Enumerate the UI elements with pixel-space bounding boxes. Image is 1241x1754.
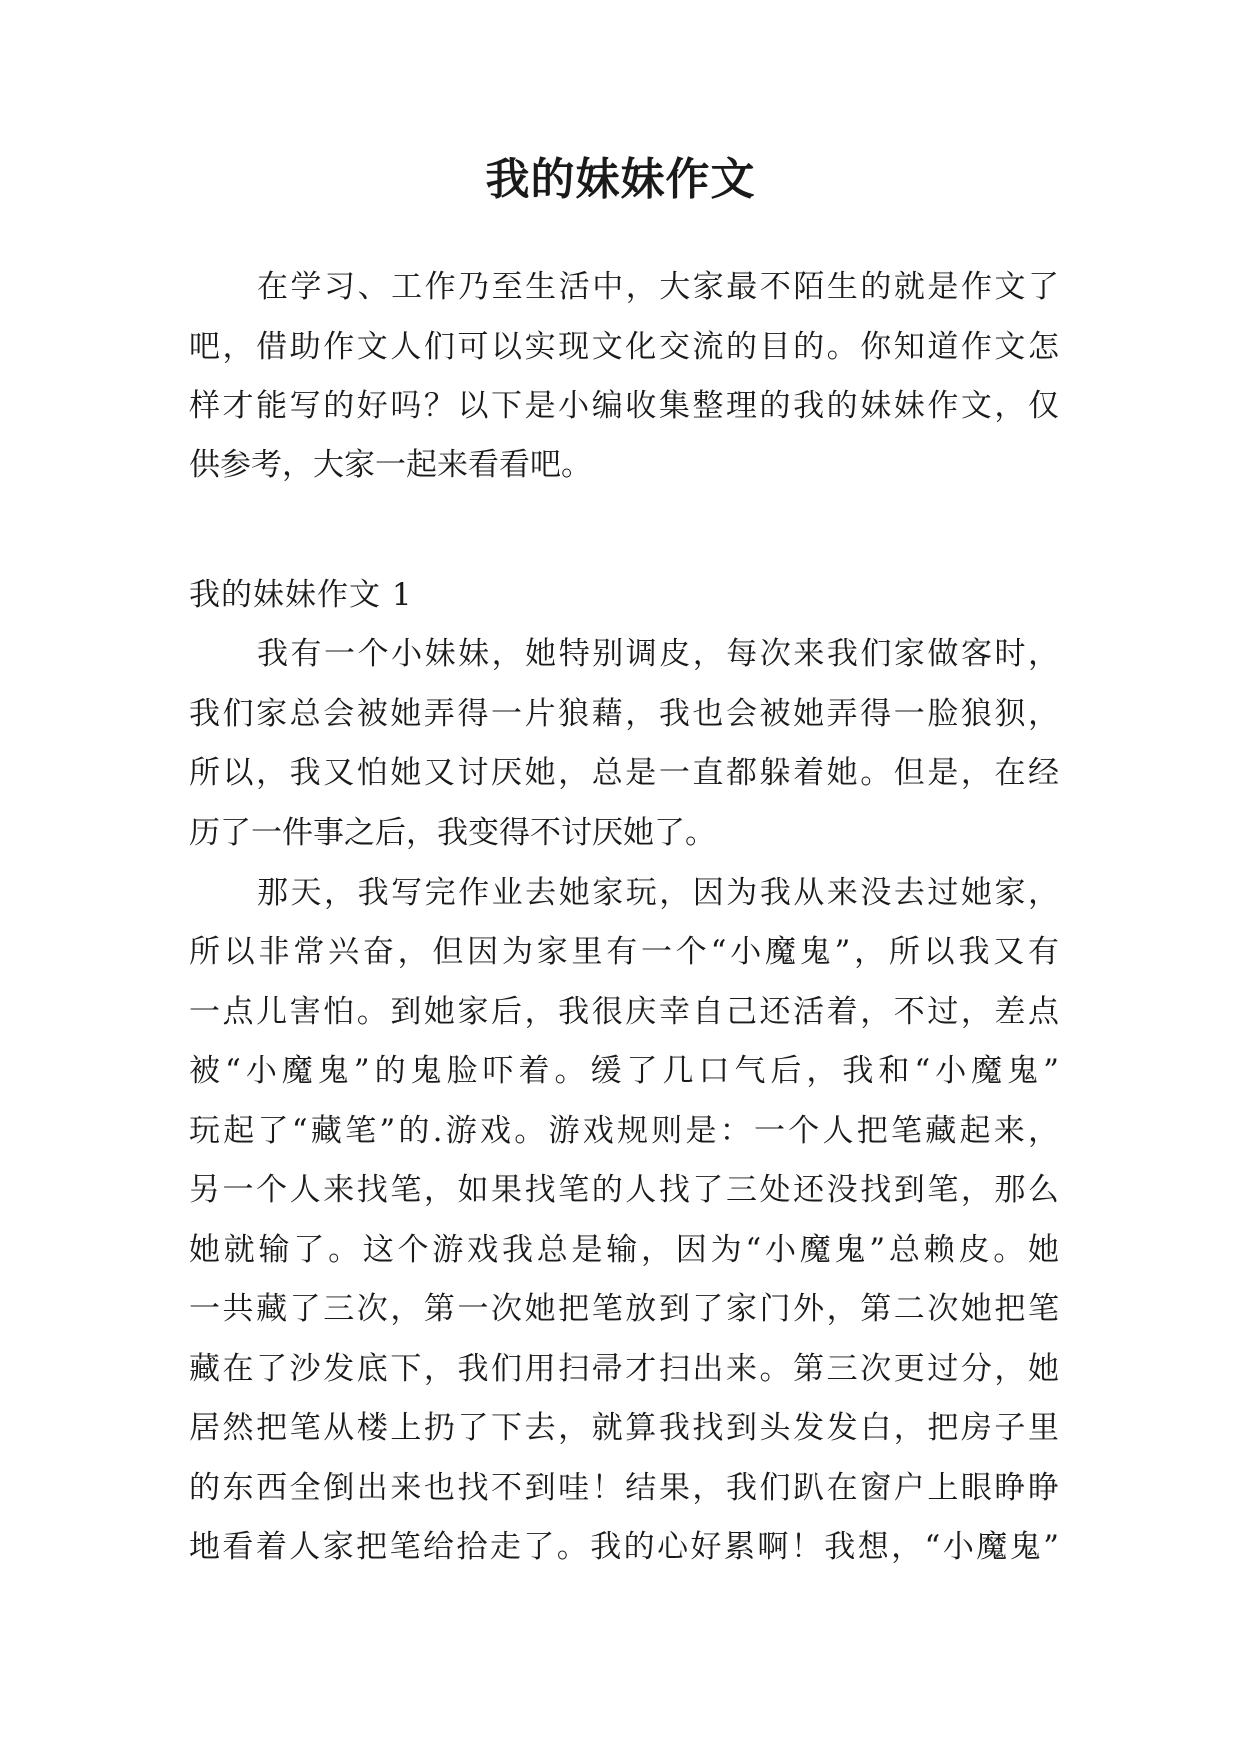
paragraph-line: 藏在了沙发底下，我们用扫帚才扫出来。第三次更过分，她 [189,1351,1059,1387]
paragraph-line: 玩起了“藏笔”的.游戏。游戏规则是：一个人把笔藏起来， [189,1113,1059,1149]
paragraph-line: 被“小魔鬼”的鬼脸吓着。缓了几口气后，我和“小魔鬼” [189,1053,1059,1089]
section-heading: 我的妹妹作文 1 [189,577,413,613]
paragraph-line: 另一个人来找笔，如果找笔的人找了三处还没找到笔，那么 [189,1172,1059,1208]
paragraph-line: 的东西全倒出来也找不到哇！结果，我们趴在窗户上眼睁睁 [189,1470,1059,1506]
intro-line: 吧，借助作文人们可以实现文化交流的目的。你知道作文怎 [189,329,1059,365]
intro-line: 在学习、工作乃至生活中，大家最不陌生的就是作文了 [257,269,1059,305]
paragraph-line: 历了一件事之后，我变得不讨厌她了。 [189,815,716,851]
intro-line: 供参考，大家一起来看看吧。 [189,447,592,483]
paragraph-line: 所以非常兴奋，但因为家里有一个“小魔鬼”，所以我又有 [189,934,1059,970]
paragraph-line: 所以，我又怕她又讨厌她，总是一直都躲着她。但是，在经 [189,755,1059,791]
paragraph-line: 地看着人家把笔给拾走了。我的心好累啊！我想，“小魔鬼” [189,1529,1059,1565]
paragraph-line: 她就输了。这个游戏我总是输，因为“小魔鬼”总赖皮。她 [189,1232,1059,1268]
intro-line: 样才能写的好吗？以下是小编收集整理的我的妹妹作文，仅 [189,388,1059,424]
paragraph-line: 那天，我写完作业去她家玩，因为我从来没去过她家， [257,875,1059,911]
paragraph-line: 一共藏了三次，第一次她把笔放到了家门外，第二次她把笔 [189,1291,1059,1327]
paragraph-line: 我们家总会被她弄得一片狼藉，我也会被她弄得一脸狼狈， [189,696,1059,732]
document-title: 我的妹妹作文 [485,154,756,205]
paragraph-line: 居然把笔从楼上扔了下去，就算我找到头发发白，把房子里 [189,1410,1059,1446]
paragraph-line: 我有一个小妹妹，她特别调皮，每次来我们家做客时， [257,636,1059,672]
paragraph-line: 一点儿害怕。到她家后，我很庆幸自己还活着，不过，差点 [189,994,1059,1030]
